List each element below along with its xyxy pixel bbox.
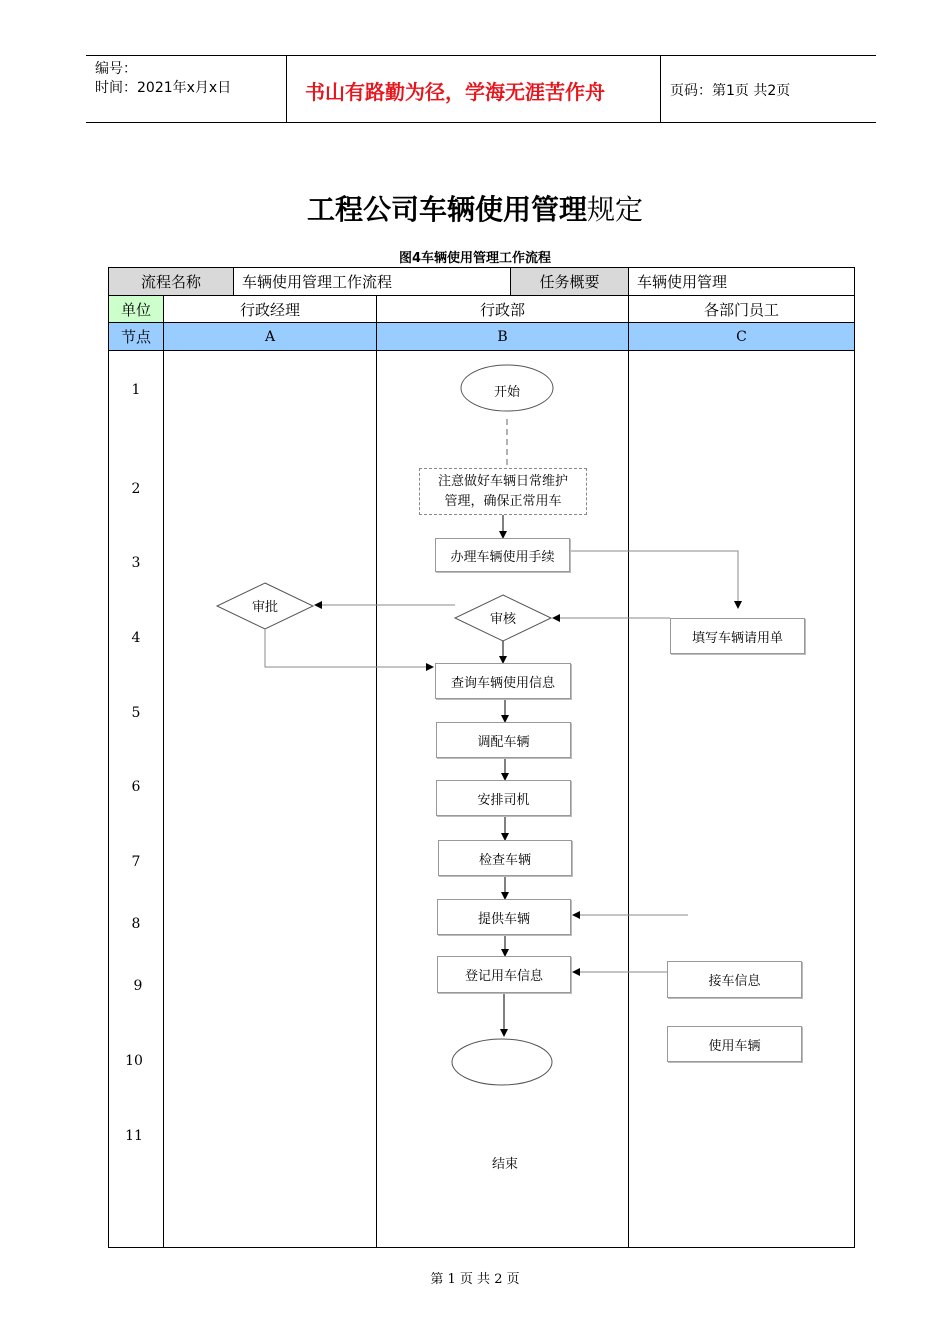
- page-info: 页码：第1页 共2页: [670, 83, 791, 99]
- page-title-normal: 规定: [587, 193, 644, 226]
- register-info-box: 登记用车信息: [437, 956, 571, 993]
- task-value: 车辆使用管理: [629, 267, 855, 296]
- provide-vehicle-box: 提供车辆: [437, 899, 571, 935]
- connector-approve-query: [265, 629, 433, 667]
- row-number-1: 1: [131, 382, 141, 398]
- document-number-label: 编号：: [95, 61, 137, 77]
- connector-handle-fill: [570, 551, 738, 608]
- node-label: 节点: [108, 323, 164, 351]
- handle-procedure-box: 办理车辆使用手续: [435, 538, 570, 572]
- maintain-line-1: 注意做好车辆日常维护: [437, 473, 568, 489]
- row-number-8: 8: [131, 916, 141, 932]
- row-number-9: 9: [133, 978, 143, 994]
- arrange-driver-box: 安排司机: [436, 780, 571, 816]
- row-number-3: 3: [131, 555, 141, 571]
- row-number-2: 2: [131, 481, 141, 497]
- use-vehicle-box: 使用车辆: [667, 1026, 802, 1062]
- dispatch-vehicle-box: 调配车辆: [436, 722, 571, 758]
- row-number-11: 11: [125, 1128, 143, 1144]
- receive-info-box: 接车信息: [667, 961, 802, 998]
- approve-label: [225, 599, 305, 607]
- query-info-box: 查询车辆使用信息: [435, 663, 571, 699]
- row-number-7: 7: [131, 854, 141, 870]
- unit-label: 单位: [108, 296, 164, 323]
- header-motto: 书山有路勤为径，学海无涯苦作舟: [305, 80, 605, 104]
- node-a: A: [164, 323, 377, 351]
- end-ellipse: [452, 1039, 552, 1085]
- page-title-bold: 工程公司车辆使用管理: [306, 193, 587, 226]
- review-label: 审核: [489, 612, 516, 627]
- node-b: B: [377, 323, 629, 351]
- end-label: 结束: [491, 1157, 518, 1172]
- inspect-vehicle-box: 检查车辆: [438, 840, 572, 876]
- document-time: 时间：2021年x月x日: [95, 80, 232, 96]
- figure-title: 图4车辆使用管理工作流程: [398, 251, 552, 266]
- process-name-label: 流程名称: [108, 267, 234, 296]
- process-name-value: 车辆使用管理工作流程: [234, 267, 511, 296]
- maintain-line-2: 管理，确保正常用车: [444, 493, 562, 509]
- row-number-4: 4: [131, 630, 141, 646]
- unit-dept-staff: 各部门员工: [629, 296, 855, 323]
- row-number-10: 10: [125, 1053, 143, 1069]
- fill-request-box: 填写车辆请用单: [670, 618, 805, 654]
- page-footer: 第 1 页 共 2 页: [430, 1272, 520, 1287]
- unit-admin-dept: 行政部: [377, 296, 629, 323]
- task-label: 任务概要: [511, 267, 629, 296]
- node-c: C: [629, 323, 855, 351]
- row-number-5: 5: [131, 705, 141, 721]
- row-number-6: 6: [131, 779, 141, 795]
- start-label: 开始: [493, 385, 520, 400]
- maintain-box: [419, 468, 587, 515]
- unit-admin-manager: 行政经理: [164, 296, 377, 323]
